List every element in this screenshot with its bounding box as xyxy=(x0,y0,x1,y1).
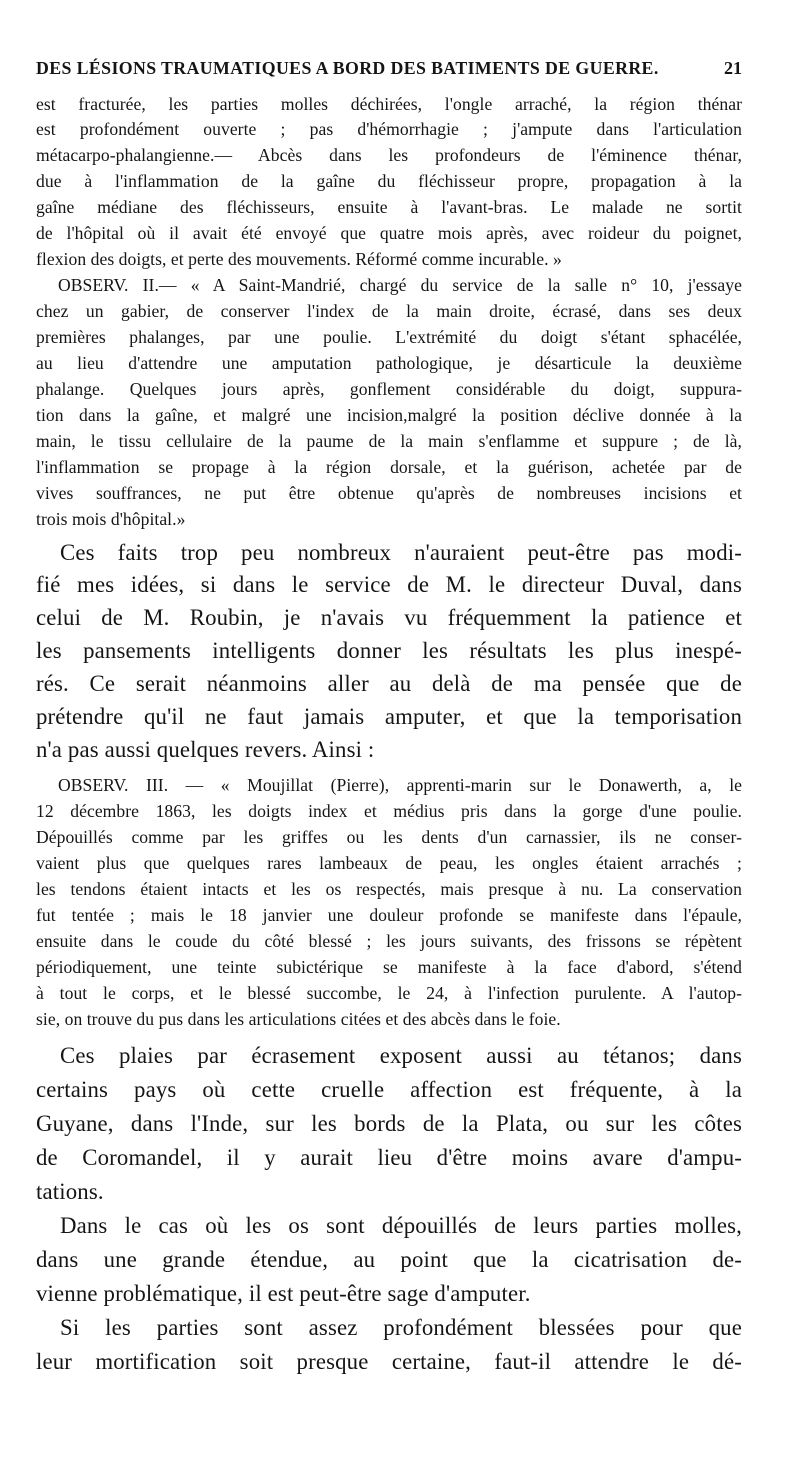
text-line: de l'hôpital où il avait été envoyé que quatre mois après, avec roideur du poignet, xyxy=(36,223,742,243)
text-line: tion dans la gaîne, et malgré une incision,malgré la position déclive donnée à la xyxy=(36,405,742,425)
text-line: périodiquement, une teinte subictérique se manifeste à la face d'abord, s'étend xyxy=(36,957,742,977)
text-line: leur mortification soit presque certaine, faut-il attendre le dé- xyxy=(36,1349,742,1374)
text-line: certains pays où cette cruelle affection est fréquente, à la xyxy=(36,1077,742,1102)
text-line: Ces faits trop peu nombreux n'auraient peut-être pas modi- xyxy=(60,540,742,565)
text-line: tations. xyxy=(36,1179,104,1204)
text-line: au lieu d'attendre une amputation pathologique, je désarticule la deuxième xyxy=(36,353,742,373)
text-line: ensuite dans le coude du côté blessé ; les jours suivants, des frissons se répètent xyxy=(36,931,742,951)
text-line: phalange. Quelques jours après, gonflement considérable du doigt, suppura- xyxy=(36,379,742,399)
text-line: fut tentée ; mais le 18 janvier une douleur profonde se manifeste dans l'épaule, xyxy=(36,905,742,925)
text-line: gaîne médiane des fléchisseurs, ensuite à l'avant-bras. Le malade ne sortit xyxy=(36,197,742,217)
text-line: Si les parties sont assez profondément blessées pour que xyxy=(60,1315,742,1340)
observation-heading-line: OBSERV. III. — « Moujillat (Pierre), apprenti-marin sur le Donawerth, a, le xyxy=(58,775,742,795)
text-line: Dépouillés comme par les griffes ou les dents d'un carnassier, ils ne conser- xyxy=(36,827,742,847)
text-line: dans une grande étendue, au point que la cicatrisation de- xyxy=(36,1247,742,1272)
page-number: 21 xyxy=(724,58,742,78)
text-line: premières phalanges, par une poulie. L'extrémité du doigt s'étant sphacélée, xyxy=(36,327,742,347)
text-line: 12 décembre 1863, les doigts index et médius pris dans la gorge d'une poulie. xyxy=(36,801,742,821)
text-line: l'inflammation se propage à la région dorsale, et la guérison, achetée par de xyxy=(36,457,742,477)
text-line: est profondément ouverte ; pas d'hémorrhagie ; j'ampute dans l'articulation xyxy=(36,119,742,139)
text-line: métacarpo-phalangienne.— Abcès dans les profondeurs de l'éminence thénar, xyxy=(36,145,742,165)
text-line: vives souffrances, ne put être obtenue qu'après de nombreuses incisions et xyxy=(36,483,742,503)
text-line: celui de M. Roubin, je n'avais vu fréquemment la patience et xyxy=(36,605,742,630)
text-line: vaient plus que quelques rares lambeaux de peau, les ongles étaient arrachés ; xyxy=(36,853,742,873)
text-line: à tout le corps, et le blessé succombe, le 24, à l'infection purulente. A l'autop- xyxy=(36,983,742,1003)
text-line: Dans le cas où les os sont dépouillés de leurs parties molles, xyxy=(60,1213,742,1238)
text-line: fié mes idées, si dans le service de M. le directeur Duval, dans xyxy=(36,572,742,597)
text-line: main, le tissu cellulaire de la paume de la main s'enflamme et suppure ; de là, xyxy=(36,431,742,451)
text-line: rés. Ce serait néanmoins aller au delà de ma pensée que de xyxy=(36,671,742,696)
text-line: les pansements intelligents donner les résultats les plus inespé- xyxy=(36,638,742,663)
text-line: trois mois d'hôpital.» xyxy=(36,509,186,529)
text-line: due à l'inflammation de la gaîne du fléchisseur propre, propagation à la xyxy=(36,171,742,191)
text-line: les tendons étaient intacts et les os respectés, mais presque à nu. La conservation xyxy=(36,879,742,899)
text-line: flexion des doigts, et perte des mouvements. Réformé comme incurable. » xyxy=(36,249,562,269)
text-line: prétendre qu'il ne faut jamais amputer, et que la temporisation xyxy=(36,704,742,729)
text-line: n'a pas aussi quelques revers. Ainsi : xyxy=(36,737,375,762)
text-line: Guyane, dans l'Inde, sur les bords de la Plata, ou sur les côtes xyxy=(36,1111,742,1136)
text-line: est fracturée, les parties molles déchirées, l'ongle arraché, la région thénar xyxy=(36,94,742,114)
text-line: sie, on trouve du pus dans les articulations citées et des abcès dans le foie. xyxy=(36,1009,561,1029)
running-header xyxy=(36,58,742,86)
text-line: de Coromandel, il y aurait lieu d'être moins avare d'ampu- xyxy=(36,1145,742,1170)
header-title: DES LÉSIONS TRAUMATIQUES A BORD DES BATIMENTS DE GUERRE. xyxy=(36,58,659,78)
observation-heading-line: OBSERV. II.— « A Saint-Mandrié, chargé du service de la salle n° 10, j'essaye xyxy=(58,275,742,295)
text-line: Ces plaies par écrasement exposent aussi au tétanos; dans xyxy=(60,1043,742,1068)
text-line: vienne problématique, il est peut-être sage d'amputer. xyxy=(36,1281,531,1306)
text-line: chez un gabier, de conserver l'index de la main droite, écrasé, dans ses deux xyxy=(36,301,742,321)
